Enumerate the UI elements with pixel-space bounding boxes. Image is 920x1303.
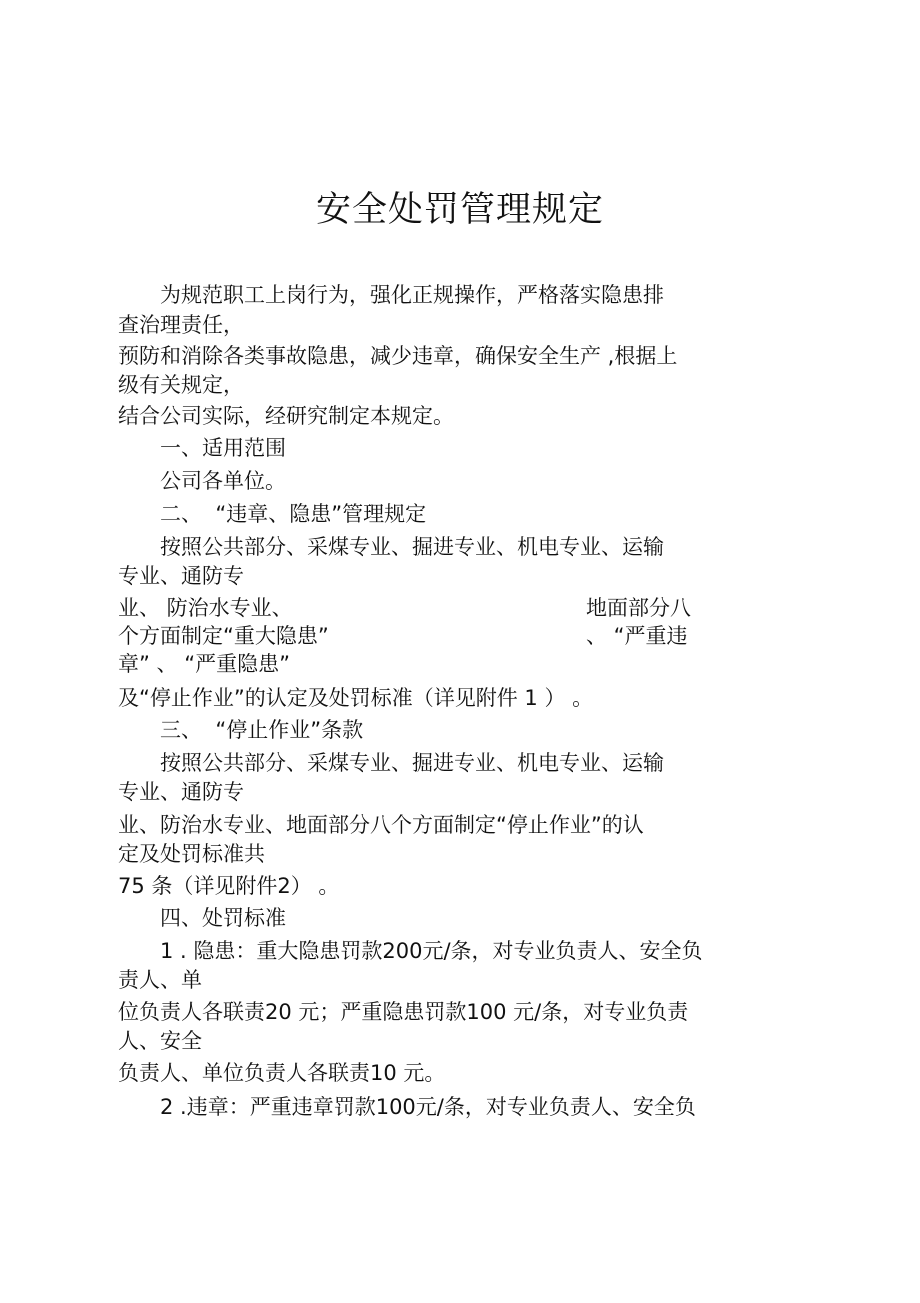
paragraph-line: 预防和消除各类事故隐患，减少违章，确保安全生产 ,根据上	[118, 344, 678, 368]
paragraph-line: 及“停止作业”的认定及处罚标准（详见附件 1 ） 。	[118, 686, 594, 710]
paragraph-line: 负责人、单位负责人各联责10 元。	[118, 1061, 446, 1085]
paragraph-line: 定及处罚标准共	[118, 842, 265, 866]
section-heading: 四、处罚标准	[160, 906, 286, 930]
paragraph-line: 人、安全	[118, 1029, 202, 1053]
paragraph-line: 结合公司实际，经研究制定本规定。	[118, 404, 454, 428]
paragraph-line: 责人、单	[118, 968, 202, 992]
paragraph-line: 个方面制定“重大隐患”	[118, 624, 329, 648]
document-title: 安全处罚管理规定	[315, 190, 604, 230]
paragraph-line: 业、防治水专业、地面部分八个方面制定“停止作业”的认	[118, 813, 644, 837]
paragraph-line: 级有关规定，	[118, 373, 244, 397]
paragraph-line: 业、 防治水专业、	[118, 596, 293, 620]
paragraph-line: 2 .违章：严重违章罚款100元/条，对专业负责人、安全负	[160, 1095, 696, 1119]
paragraph-line: 、 “严重违	[586, 624, 688, 648]
paragraph-line: 按照公共部分、采煤专业、掘进专业、机电专业、运输	[160, 535, 664, 559]
paragraph-line: 章” 、 “严重隐患”	[118, 652, 290, 676]
paragraph-line: 专业、通防专	[118, 564, 244, 588]
paragraph-line: 专业、通防专	[118, 780, 244, 804]
paragraph-line: 查治理责任，	[118, 313, 244, 337]
paragraph-line: 75 条（详见附件2） 。	[118, 874, 340, 898]
paragraph-line: 地面部分八	[586, 596, 691, 620]
paragraph-line: 1 . 隐患：重大隐患罚款200元/条，对专业负责人、安全负	[160, 939, 703, 963]
section-heading: 三、 “停止作业”条款	[160, 718, 364, 742]
section-heading: 二、 “违章、隐患”管理规定	[160, 502, 427, 526]
paragraph-line: 按照公共部分、采煤专业、掘进专业、机电专业、运输	[160, 751, 664, 775]
paragraph-line: 公司各单位。	[160, 469, 286, 493]
section-heading: 一、适用范围	[160, 436, 286, 460]
paragraph-line: 为规范职工上岗行为，强化正规操作，严格落实隐患排	[160, 283, 664, 307]
paragraph-line: 位负责人各联责20 元；严重隐患罚款100 元/条，对专业负责	[118, 1000, 689, 1024]
